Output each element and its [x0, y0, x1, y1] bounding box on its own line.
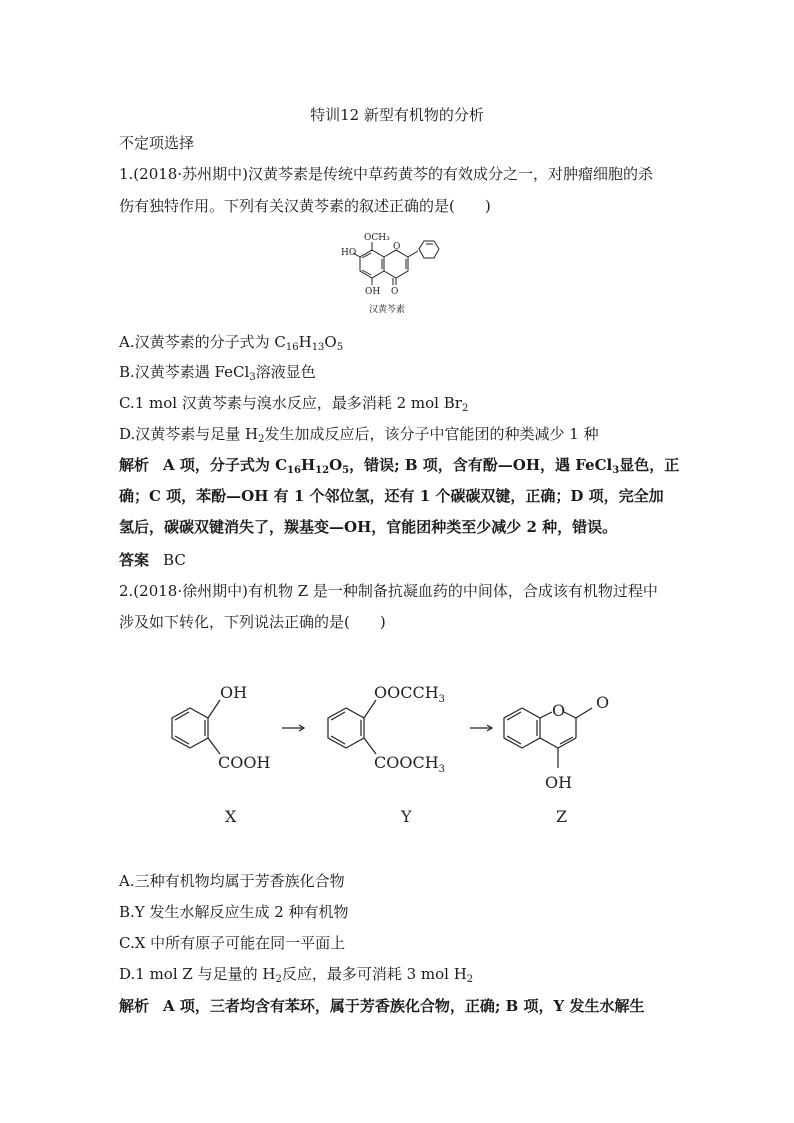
q1-analysis-line3: 氢后，碳碳双键消失了，羰基变—OH，官能团种类至少减少 2 种，错误。	[119, 518, 618, 536]
compound-x-label: X	[225, 807, 237, 826]
q1-option-b: B.汉黄芩素遇 FeCl$_3$溶液显色	[119, 363, 316, 383]
q2-stem-line1: 2.(2018·徐州期中)有机物 Z 是一种制备抗凝血药的中间体，合成该有机物过程中	[119, 582, 658, 600]
y-acetoxy-label: $OOCCH_3$	[374, 683, 446, 705]
ring-oxygen-label: O	[393, 242, 401, 252]
compound-y-label: Y	[401, 807, 412, 826]
z-ring-oxygen-label: O	[552, 701, 566, 720]
ring-oxygen-label: O	[391, 287, 399, 297]
q1-stem-line2: 伤有独特作用。下列有关汉黄芩素的叙述正确的是( )	[119, 197, 491, 215]
compound-z-label: Z	[556, 807, 568, 826]
q1-option-c: C.1 mol 汉黄芩素与溴水反应，最多消耗 2 mol $Br_2$	[119, 394, 469, 414]
y-ester-label: $COOCH_3$	[374, 753, 446, 775]
x-hydroxyl-label: OH	[220, 683, 248, 702]
wogonin-structure	[338, 228, 468, 318]
page-title: 特训12 新型有机物的分析	[310, 106, 484, 124]
ring-substituent-label: HO	[341, 248, 357, 258]
q2-option-d: D.1 mol Z 与足量的 $H_2$反应，最多可消耗 3 mol $H_2$	[119, 965, 474, 985]
section-heading: 不定项选择	[119, 134, 195, 152]
q1-analysis-line1: 解析 A 项，分子式为 $C_{16}H_{12}O_5$，错误; B 项，含有酚—OH，遇 FeCl$_3$显色，正	[119, 456, 680, 476]
q2-analysis-line1: 解析 A 项，三者均含有苯环，属于芳香族化合物，正确; B 项，Y 发生水解生	[119, 997, 645, 1015]
q2-stem-line2: 涉及如下转化，下列说法正确的是( )	[119, 613, 386, 631]
z-carbonyl-oxygen-label: O	[596, 693, 610, 712]
x-carboxyl-label: COOH	[218, 753, 271, 772]
q1-option-d: D.汉黄芩素与足量 $H_2$发生加成反应后，该分子中官能团的种类减少 1 种	[119, 425, 599, 445]
q1-stem-line1: 1.(2018·苏州期中)汉黄芩素是传统中草药黄芩的有效成分之一，对肿瘤细胞的杀	[119, 165, 653, 183]
q2-option-b: B.Y 发生水解反应生成 2 种有机物	[119, 903, 349, 921]
q1-answer: 答案 BC	[119, 551, 186, 569]
q2-option-a: A.三种有机物均属于芳香族化合物	[119, 872, 345, 890]
reaction-scheme	[160, 672, 640, 832]
q1-option-a: A.汉黄芩素的分子式为 $C_{16}H_{13}O_5$	[119, 333, 344, 353]
q1-analysis-line2: 确；C 项，苯酚—OH 有 1 个邻位氢，还有 1 个碳碳双键，正确；D 项，完全加	[119, 487, 664, 505]
q2-option-c: C.X 中所有原子可能在同一平面上	[119, 934, 346, 952]
z-hydroxyl-label: OH	[545, 773, 573, 792]
ring-substituent-label: OCH₃	[364, 233, 390, 243]
structure-caption: 汉黄芩素	[369, 305, 406, 315]
ring-substituent-label: OH	[365, 287, 381, 297]
